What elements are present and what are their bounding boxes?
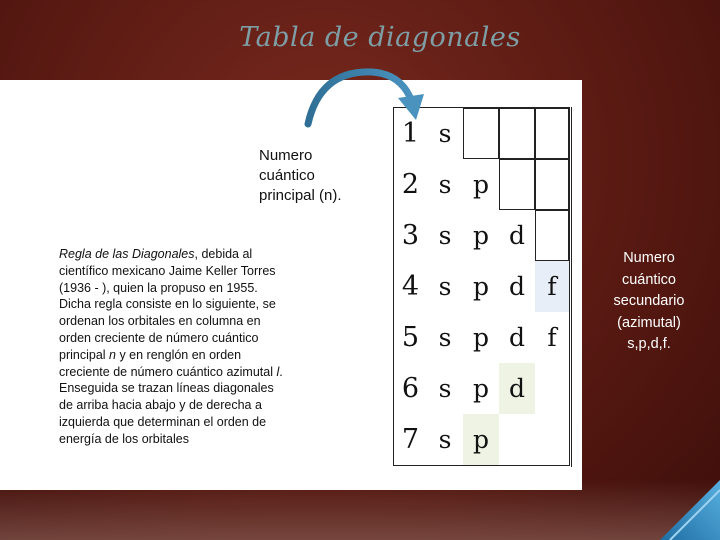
row-7-number: 7 xyxy=(401,424,420,455)
row-3-p: p xyxy=(472,221,489,250)
table-row-3 xyxy=(394,210,569,261)
secondary-label-line-1: Numero xyxy=(623,250,675,266)
description-symbol-l: l xyxy=(276,364,280,379)
row-6-s: s xyxy=(438,374,452,403)
table-row-7 xyxy=(394,414,569,465)
row-4-p: p xyxy=(472,272,489,301)
row-2-p: p xyxy=(472,170,489,199)
table-row-2 xyxy=(394,159,569,210)
secondary-label-line-4: (azimutal) xyxy=(617,314,681,331)
row-5-p: p xyxy=(472,323,489,352)
row-4-f: f xyxy=(535,261,569,312)
secondary-label-line-2: cuántico xyxy=(621,271,676,288)
row-6-f-empty xyxy=(535,363,569,414)
secondary-label-line-3: secundario xyxy=(613,293,685,309)
description-rule-name: Regla de las Diagonales xyxy=(59,247,195,261)
table-row-5 xyxy=(394,312,569,363)
row-3-f-empty xyxy=(535,210,569,261)
row-2-f-empty xyxy=(535,159,569,210)
secondary-quantum-number-label xyxy=(594,248,704,356)
row-3-s: s xyxy=(438,221,452,250)
secondary-label-line-5: s,p,d,f. xyxy=(627,336,671,352)
row-1-f-empty xyxy=(535,108,569,159)
row-1-s: s xyxy=(438,119,452,148)
principal-quantum-number-label: Numero cuántico principal (n). xyxy=(259,147,342,204)
description-text-2: y en renglón en orden creciente de número cuántico azimutal xyxy=(59,347,277,379)
row-5-s: s xyxy=(438,323,452,352)
table-row-6 xyxy=(394,363,569,414)
row-4-number: 4 xyxy=(401,271,420,302)
row-4-s: s xyxy=(438,272,452,301)
row-7-f-empty xyxy=(535,414,569,465)
row-7-p: p xyxy=(463,414,499,465)
diagonal-table xyxy=(393,107,570,466)
row-3-d: d xyxy=(508,221,525,250)
row-6-number: 6 xyxy=(401,373,420,404)
description-text-1: , debida al científico mexicano Jaime Keller Torres (1936 - ), quien la propuso en 1955. Dicha regla consiste en lo siguiente, se ordenan los orbitales en columna en orden creciente de número cuántico principal xyxy=(59,247,276,362)
slide-title: Tabla de diagonales xyxy=(239,22,521,53)
table-row-4 xyxy=(394,261,569,312)
row-7-d-empty xyxy=(499,414,535,465)
row-2-number: 2 xyxy=(401,169,420,200)
row-1-d-empty xyxy=(499,108,535,159)
curved-arrow-icon xyxy=(290,62,430,132)
row-2-d-empty xyxy=(499,159,535,210)
description-symbol-n: n xyxy=(109,347,116,362)
row-5-f: f xyxy=(547,323,557,352)
row-6-p: p xyxy=(472,374,489,403)
row-4-d: d xyxy=(508,272,525,301)
row-1-number: 1 xyxy=(401,118,420,149)
row-7-s: s xyxy=(438,425,452,454)
row-2-s: s xyxy=(438,170,452,199)
corner-triangle-icon xyxy=(660,480,720,540)
row-5-number: 5 xyxy=(401,322,420,353)
description-text-3: . Enseguida se trazan líneas diagonales de arriba hacia abajo y de derecha a izquierda que determinan el orden de energía de los orbitales xyxy=(59,364,283,446)
diagonal-rule-description xyxy=(59,246,284,448)
row-3-number: 3 xyxy=(401,220,420,251)
table-outer-border xyxy=(571,107,572,467)
row-1-p-empty xyxy=(463,108,499,159)
row-5-d: d xyxy=(508,323,525,352)
row-6-d: d xyxy=(499,363,535,414)
